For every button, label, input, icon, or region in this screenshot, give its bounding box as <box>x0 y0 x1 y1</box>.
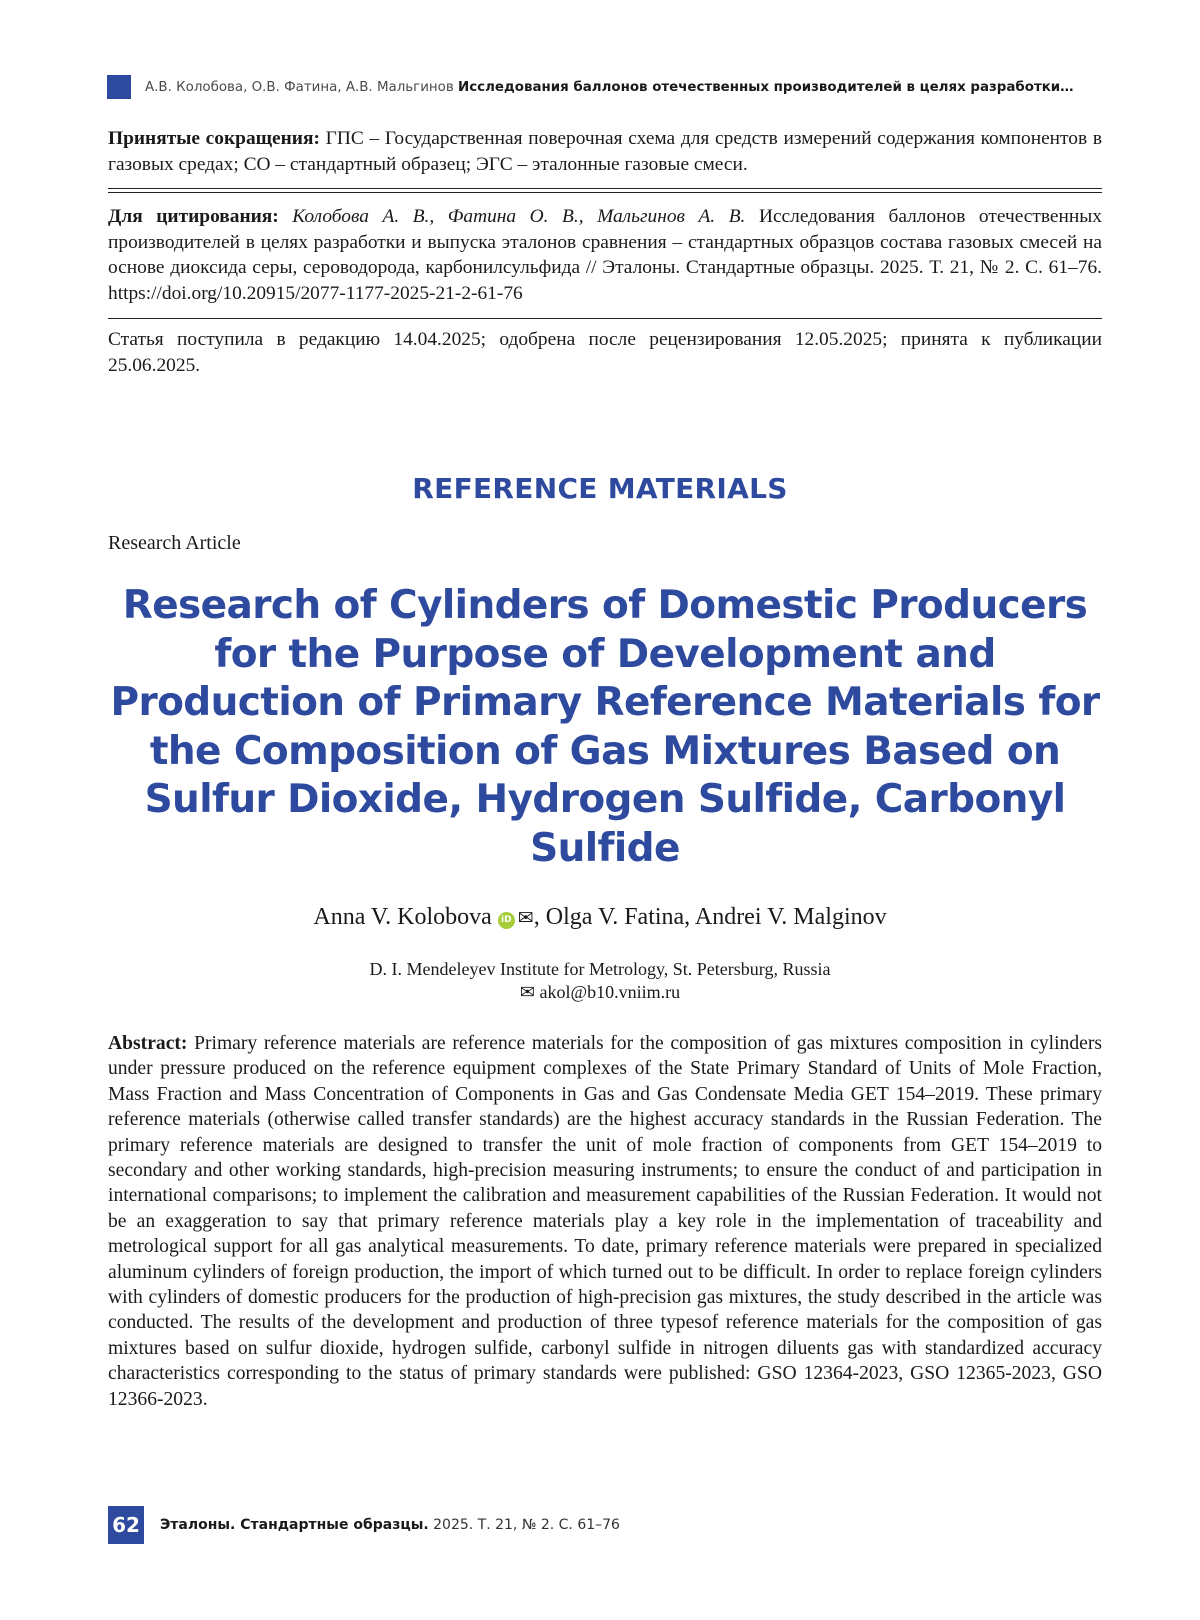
email[interactable]: akol@b10.vniim.ru <box>539 982 681 1002</box>
envelope-icon: ✉ <box>519 982 535 1002</box>
authors <box>0 904 1200 931</box>
affiliation-block <box>0 958 1200 1004</box>
article-title: Research of Cylinders of Domestic Producers for the Purpose of Development and Production of Primary Reference Materials for the Composition of Gas Mixtures Based on Sulfur Dioxide, Hydrogen Sulfide, Carbonyl Sulfide <box>110 583 1100 871</box>
abbreviations-label: Принятые сокращения: <box>108 128 320 149</box>
page-number: 62 <box>108 1506 144 1544</box>
received-dates: Статья поступила в редакцию 14.04.2025; одобрена после рецензирования 12.05.2025; принята к публикации 25.06.2025. <box>108 329 1102 376</box>
affiliation: D. I. Mendeleyev Institute for Metrology, St. Petersburg, Russia <box>369 959 831 979</box>
citation-label: Для цитирования: <box>108 206 279 227</box>
citation-text: Исследования баллонов отечественных производителей в целях разработки и выпуска эталонов сравнения – стандартных образцов состава газовых смесей на основе диоксида серы, сероводорода, карбонилсульфида // Эталоны. Стандартные образцы. 2025. Т. 21, № 2. С. 61–76. https://doi.org/10.20915/2077-1177-2025-21-2-61-76 <box>108 206 1102 304</box>
footer-text <box>160 1517 620 1533</box>
abstract-label: Abstract: <box>108 1033 188 1054</box>
running-header-title: Исследования баллонов отечественных производителей в целях разработки… <box>458 79 1074 95</box>
footer-issue: 2025. Т. 21, № 2. С. 61–76 <box>433 1517 620 1533</box>
citation-authors: Колобова А. В., Фатина О. В., Мальгинов А. В. <box>292 206 746 227</box>
divider <box>108 188 1102 193</box>
abbreviations <box>108 126 1102 177</box>
email-line <box>0 981 1200 1004</box>
abbreviations-text: ГПС – Государственная поверочная схема для средств измерений содержания компонентов в газовых средах; СО – стандартный образец; ЭГС – эталонные газовые смеси. <box>108 128 1102 175</box>
abstract-text: Primary reference materials are reference materials for the composition of gas mixtures composition in cylinders under pressure produced on the reference equipment complexes of the State Primary Standard of Units of Mole Fraction, Mass Fraction and Mass Concentration of Components in Gas and Gas Condensate Media GET 154–2019. These primary reference materials (otherwise called transfer standards) are the highest accuracy standards in the Russian Federation. The primary reference materials are designed to transfer the unit of mole fraction of components from GET 154–2019 to secondary and other working standards, high-precision measuring instruments; to ensure the conduct of and participation in international comparisons; to implement the calibration and measurement capabilities of the Russian Federation. It would not be an exaggeration to say that primary reference materials play a key role in the implementation of traceability and metrological support for all gas analytical measurements. To date, primary reference materials were prepared in specialized aluminum cylinders of foreign production, the import of which turned out to be difficult. In order to replace foreign cylinders with cylinders of domestic producers for the production of high-precision gas mixtures, the study described in the article was conducted. The results of the development and production of three typesof reference materials for the composition of gas mixtures based on sulfur dioxide, hydrogen sulfide, carbonyl sulfide in nitrogen diluents gas with standardized accuracy characteristics corresponding to the status of primary standards were published: GSO 12364-2023, GSO 12365-2023, GSO 12366-2023. <box>108 1033 1102 1410</box>
citation <box>108 204 1102 306</box>
running-header-authors: А.В. Колобова, О.В. Фатина, А.В. Мальгинов <box>145 79 454 95</box>
divider <box>108 318 1102 319</box>
article-type: Research Article <box>108 532 241 554</box>
abstract <box>108 1031 1102 1412</box>
running-header-text <box>145 80 1074 95</box>
running-header <box>107 74 1102 100</box>
header-marker <box>107 75 131 99</box>
author-first: Anna V. Kolobova <box>313 904 492 930</box>
orcid-icon[interactable]: iD <box>498 912 515 929</box>
footer-journal: Эталоны. Стандартные образцы. <box>160 1517 429 1533</box>
section-title: REFERENCE MATERIALS <box>412 472 788 505</box>
authors-rest: , Olga V. Fatina, Andrei V. Malginov <box>533 904 887 930</box>
footer <box>108 1506 620 1544</box>
envelope-icon[interactable]: ✉ <box>517 907 534 929</box>
